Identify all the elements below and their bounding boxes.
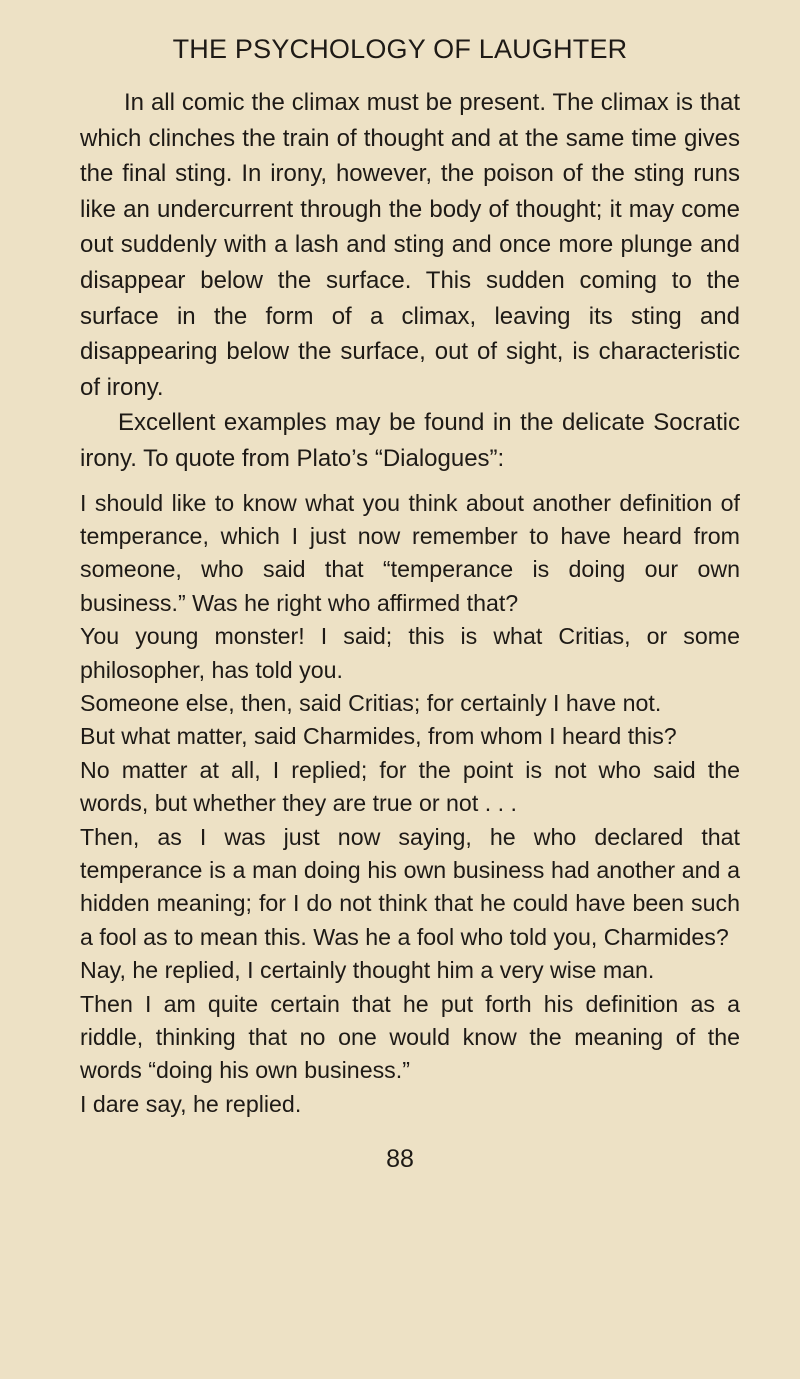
- page-text: [80, 85, 740, 1121]
- quote-paragraph-6: Then, as I was just now saying, he who declared that temperance is a man doing his own business had another and a hidden meaning; for I do not think that he could have been such a fool as to mean this. Was he a fool who told you, Charmides?: [80, 823, 740, 950]
- running-head: THE PSYCHOLOGY OF LAUGHTER: [172, 34, 628, 64]
- page-number: 88: [386, 1145, 414, 1173]
- quote-paragraph-3: Someone else, then, said Critias; for certainly I have not.: [80, 689, 662, 716]
- quote-paragraph-4: But what matter, said Charmides, from whom I heard this?: [80, 723, 677, 750]
- quote-paragraph-7: Nay, he replied, I certainly thought him a very wise man.: [80, 957, 655, 984]
- body-paragraph-1: In all comic the climax must be present. The climax is that which clinches the train of thought and at the same time gives the final sting. In irony, however, the poison of the sting runs like an undercurrent through the body of thought; it may come out suddenly with a lash and sting and once more plunge and disappear below the surface. This sudden coming to the surface in the form of a climax, leaving its sting and disappearing below the surface, out of sight, is characteristic of irony.: [80, 89, 740, 401]
- body-paragraph-2: Excellent examples may be found in the delicate Socratic irony. To quote from Plato’s “Dialogues”:: [80, 409, 740, 472]
- quote-paragraph-9: I dare say, he replied.: [80, 1090, 302, 1117]
- quote-paragraph-8: Then I am quite certain that he put forth his definition as a riddle, thinking that no one would know the meaning of the words “doing his own business.”: [80, 990, 740, 1084]
- quote-paragraph-1: I should like to know what you think about another definition of temperance, which I just now remember to have heard from someone, who said that “temperance is doing our own business.” Was he right who affirmed that?: [80, 489, 740, 616]
- block-quote: [80, 487, 740, 1122]
- quote-paragraph-2: You young monster! I said; this is what Critias, or some philosopher, has told you.: [80, 623, 740, 683]
- quote-paragraph-5: No matter at all, I replied; for the point is not who said the words, but whether they are true or not . . .: [80, 756, 740, 817]
